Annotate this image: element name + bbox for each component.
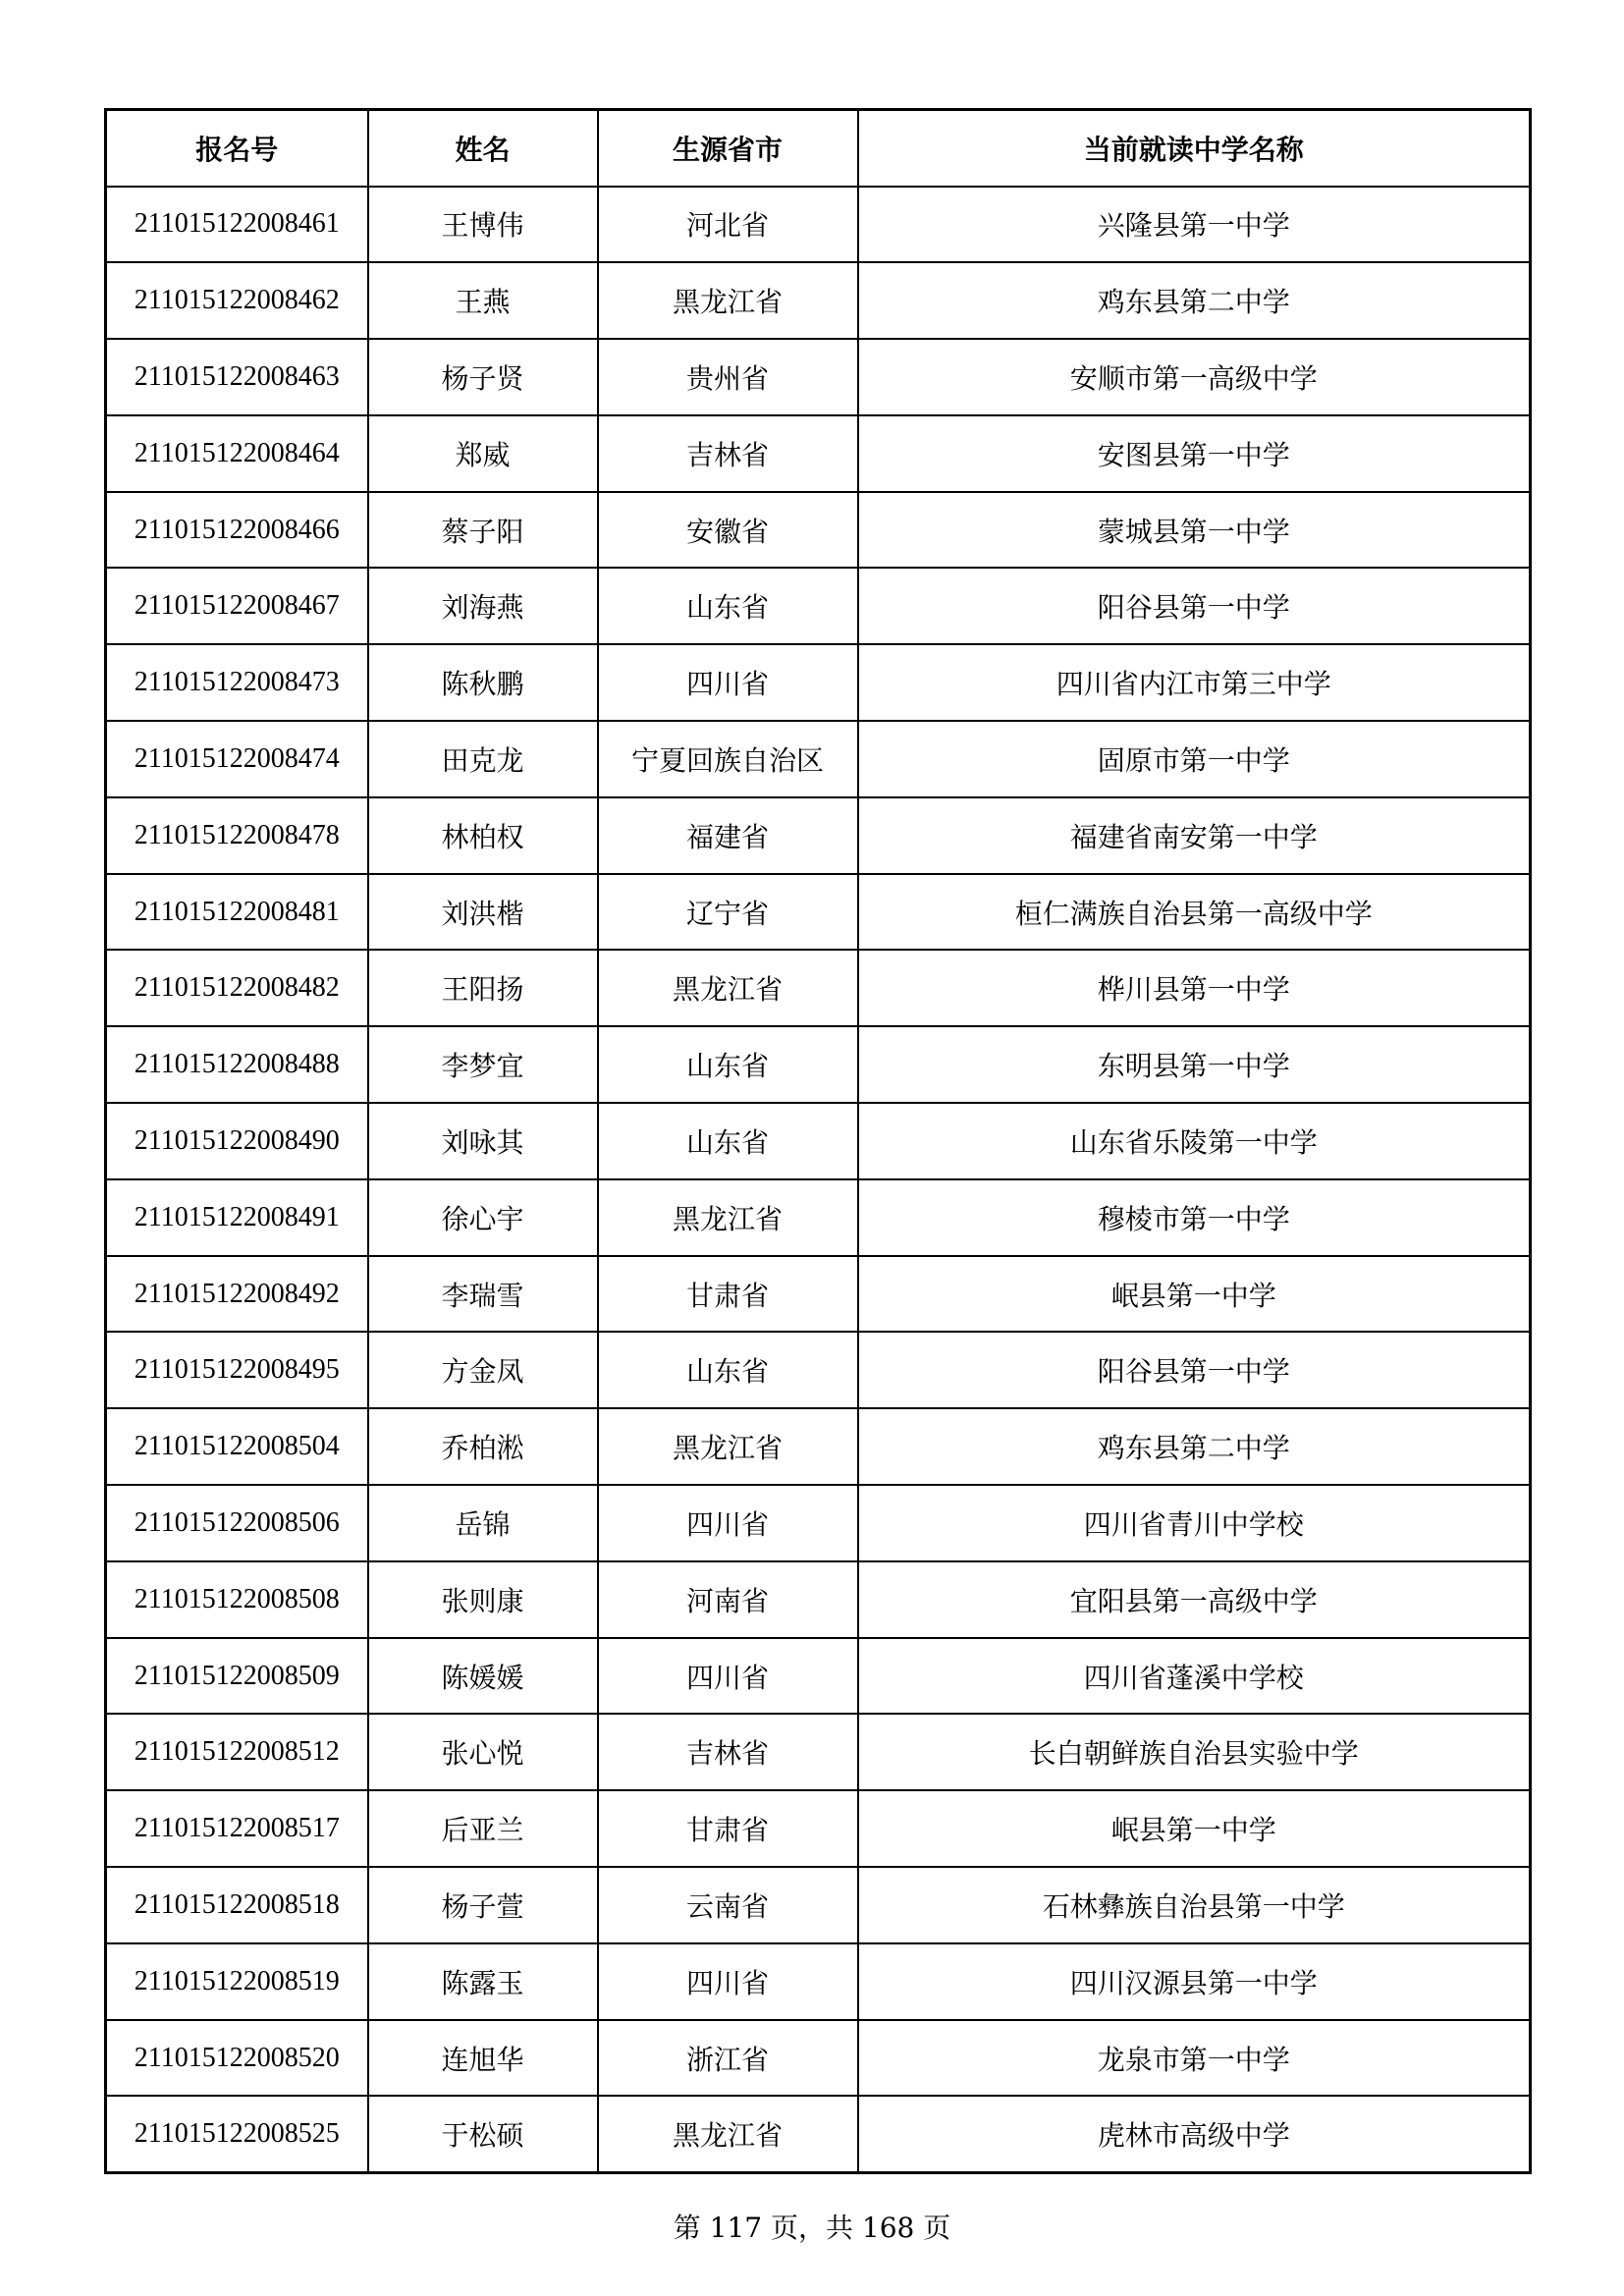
cell-registration-number: 211015122008466 <box>106 492 368 569</box>
cell-current-school: 阳谷县第一中学 <box>858 1332 1531 1408</box>
cell-current-school: 鸡东县第二中学 <box>858 262 1531 339</box>
cell-name: 王燕 <box>368 262 598 339</box>
cell-name: 林柏权 <box>368 797 598 874</box>
table-row <box>106 1638 1531 1715</box>
header-registration-number: 报名号 <box>106 110 368 187</box>
cell-registration-number: 211015122008473 <box>106 644 368 721</box>
table-row <box>106 415 1531 492</box>
cell-current-school: 石林彝族自治县第一中学 <box>858 1867 1531 1943</box>
cell-current-school: 龙泉市第一中学 <box>858 2020 1531 2097</box>
cell-name: 郑威 <box>368 415 598 492</box>
cell-name: 刘海燕 <box>368 568 598 644</box>
cell-province: 安徽省 <box>598 492 858 569</box>
cell-province: 宁夏回族自治区 <box>598 721 858 797</box>
cell-current-school: 岷县第一中学 <box>858 1256 1531 1333</box>
cell-current-school: 福建省南安第一中学 <box>858 797 1531 874</box>
table-row <box>106 1408 1531 1485</box>
cell-province: 福建省 <box>598 797 858 874</box>
cell-current-school: 兴隆县第一中学 <box>858 187 1531 263</box>
table-row <box>106 1256 1531 1333</box>
table-row <box>106 187 1531 263</box>
cell-name: 陈露玉 <box>368 1943 598 2020</box>
cell-name: 张则康 <box>368 1561 598 1638</box>
cell-current-school: 桓仁满族自治县第一高级中学 <box>858 874 1531 951</box>
cell-registration-number: 211015122008495 <box>106 1332 368 1408</box>
table-row <box>106 1332 1531 1408</box>
cell-name: 刘咏其 <box>368 1103 598 1179</box>
table-row <box>106 2020 1531 2097</box>
cell-name: 王阳扬 <box>368 950 598 1026</box>
cell-registration-number: 211015122008506 <box>106 1485 368 1561</box>
cell-current-school: 山东省乐陵第一中学 <box>858 1103 1531 1179</box>
page-number-label: 第 117 页，共 168 页 <box>673 2212 951 2244</box>
cell-name: 田克龙 <box>368 721 598 797</box>
cell-name: 李瑞雪 <box>368 1256 598 1333</box>
table-row <box>106 2096 1531 2172</box>
cell-province: 吉林省 <box>598 415 858 492</box>
cell-current-school: 四川省青川中学校 <box>858 1485 1531 1561</box>
cell-province: 黑龙江省 <box>598 262 858 339</box>
header-name: 姓名 <box>368 110 598 187</box>
table-header-row <box>106 110 1531 187</box>
table-row <box>106 262 1531 339</box>
table-row <box>106 644 1531 721</box>
table-row <box>106 1943 1531 2020</box>
page-footer <box>0 2207 1624 2246</box>
cell-province: 黑龙江省 <box>598 1179 858 1256</box>
cell-name: 蔡子阳 <box>368 492 598 569</box>
table-row <box>106 492 1531 569</box>
cell-province: 河南省 <box>598 1561 858 1638</box>
cell-current-school: 安顺市第一高级中学 <box>858 339 1531 415</box>
cell-registration-number: 211015122008478 <box>106 797 368 874</box>
cell-province: 黑龙江省 <box>598 2096 858 2172</box>
cell-current-school: 四川省内江市第三中学 <box>858 644 1531 721</box>
cell-registration-number: 211015122008462 <box>106 262 368 339</box>
cell-province: 四川省 <box>598 1943 858 2020</box>
cell-province: 山东省 <box>598 1026 858 1103</box>
cell-registration-number: 211015122008509 <box>106 1638 368 1715</box>
cell-province: 河北省 <box>598 187 858 263</box>
cell-name: 刘洪楷 <box>368 874 598 951</box>
cell-name: 岳锦 <box>368 1485 598 1561</box>
cell-province: 山东省 <box>598 1103 858 1179</box>
cell-current-school: 虎林市高级中学 <box>858 2096 1531 2172</box>
cell-name: 乔柏淞 <box>368 1408 598 1485</box>
cell-registration-number: 211015122008474 <box>106 721 368 797</box>
cell-current-school: 安图县第一中学 <box>858 415 1531 492</box>
cell-province: 吉林省 <box>598 1714 858 1790</box>
cell-name: 王博伟 <box>368 187 598 263</box>
cell-registration-number: 211015122008481 <box>106 874 368 951</box>
cell-name: 张心悦 <box>368 1714 598 1790</box>
cell-name: 方金凤 <box>368 1332 598 1408</box>
cell-name: 杨子贤 <box>368 339 598 415</box>
cell-registration-number: 211015122008490 <box>106 1103 368 1179</box>
cell-province: 四川省 <box>598 644 858 721</box>
table-row <box>106 1561 1531 1638</box>
table-row <box>106 1867 1531 1943</box>
table-row <box>106 950 1531 1026</box>
cell-current-school: 固原市第一中学 <box>858 721 1531 797</box>
cell-current-school: 蒙城县第一中学 <box>858 492 1531 569</box>
cell-province: 四川省 <box>598 1638 858 1715</box>
cell-name: 李梦宜 <box>368 1026 598 1103</box>
table-row <box>106 568 1531 644</box>
cell-registration-number: 211015122008512 <box>106 1714 368 1790</box>
cell-current-school: 长白朝鲜族自治县实验中学 <box>858 1714 1531 1790</box>
cell-current-school: 四川汉源县第一中学 <box>858 1943 1531 2020</box>
cell-current-school: 桦川县第一中学 <box>858 950 1531 1026</box>
cell-province: 黑龙江省 <box>598 1408 858 1485</box>
table-row <box>106 1790 1531 1867</box>
cell-registration-number: 211015122008463 <box>106 339 368 415</box>
cell-province: 甘肃省 <box>598 1256 858 1333</box>
table-row <box>106 1179 1531 1256</box>
table-body <box>106 187 1531 2173</box>
cell-name: 后亚兰 <box>368 1790 598 1867</box>
cell-province: 甘肃省 <box>598 1790 858 1867</box>
cell-registration-number: 211015122008504 <box>106 1408 368 1485</box>
table-row <box>106 339 1531 415</box>
cell-registration-number: 211015122008518 <box>106 1867 368 1943</box>
table-row <box>106 874 1531 951</box>
cell-registration-number: 211015122008492 <box>106 1256 368 1333</box>
cell-current-school: 鸡东县第二中学 <box>858 1408 1531 1485</box>
cell-registration-number: 211015122008508 <box>106 1561 368 1638</box>
table-row <box>106 1103 1531 1179</box>
cell-registration-number: 211015122008517 <box>106 1790 368 1867</box>
admission-list-table <box>104 108 1532 2174</box>
table-row <box>106 1026 1531 1103</box>
cell-registration-number: 211015122008488 <box>106 1026 368 1103</box>
cell-registration-number: 211015122008482 <box>106 950 368 1026</box>
cell-current-school: 宜阳县第一高级中学 <box>858 1561 1531 1638</box>
cell-registration-number: 211015122008520 <box>106 2020 368 2097</box>
cell-province: 辽宁省 <box>598 874 858 951</box>
table-row <box>106 797 1531 874</box>
cell-name: 杨子萱 <box>368 1867 598 1943</box>
cell-current-school: 穆棱市第一中学 <box>858 1179 1531 1256</box>
header-province: 生源省市 <box>598 110 858 187</box>
cell-registration-number: 211015122008491 <box>106 1179 368 1256</box>
cell-registration-number: 211015122008464 <box>106 415 368 492</box>
cell-registration-number: 211015122008525 <box>106 2096 368 2172</box>
cell-current-school: 岷县第一中学 <box>858 1790 1531 1867</box>
table-row <box>106 721 1531 797</box>
cell-province: 山东省 <box>598 568 858 644</box>
cell-name: 于松硕 <box>368 2096 598 2172</box>
cell-registration-number: 211015122008467 <box>106 568 368 644</box>
cell-registration-number: 211015122008519 <box>106 1943 368 2020</box>
cell-name: 徐心宇 <box>368 1179 598 1256</box>
header-current-school: 当前就读中学名称 <box>858 110 1531 187</box>
table-row <box>106 1714 1531 1790</box>
cell-current-school: 阳谷县第一中学 <box>858 568 1531 644</box>
cell-current-school: 东明县第一中学 <box>858 1026 1531 1103</box>
cell-name: 陈媛媛 <box>368 1638 598 1715</box>
cell-province: 贵州省 <box>598 339 858 415</box>
cell-province: 浙江省 <box>598 2020 858 2097</box>
cell-current-school: 四川省蓬溪中学校 <box>858 1638 1531 1715</box>
cell-province: 四川省 <box>598 1485 858 1561</box>
cell-province: 云南省 <box>598 1867 858 1943</box>
table-row <box>106 1485 1531 1561</box>
cell-province: 黑龙江省 <box>598 950 858 1026</box>
cell-province: 山东省 <box>598 1332 858 1408</box>
cell-name: 连旭华 <box>368 2020 598 2097</box>
cell-name: 陈秋鹏 <box>368 644 598 721</box>
cell-registration-number: 211015122008461 <box>106 187 368 263</box>
